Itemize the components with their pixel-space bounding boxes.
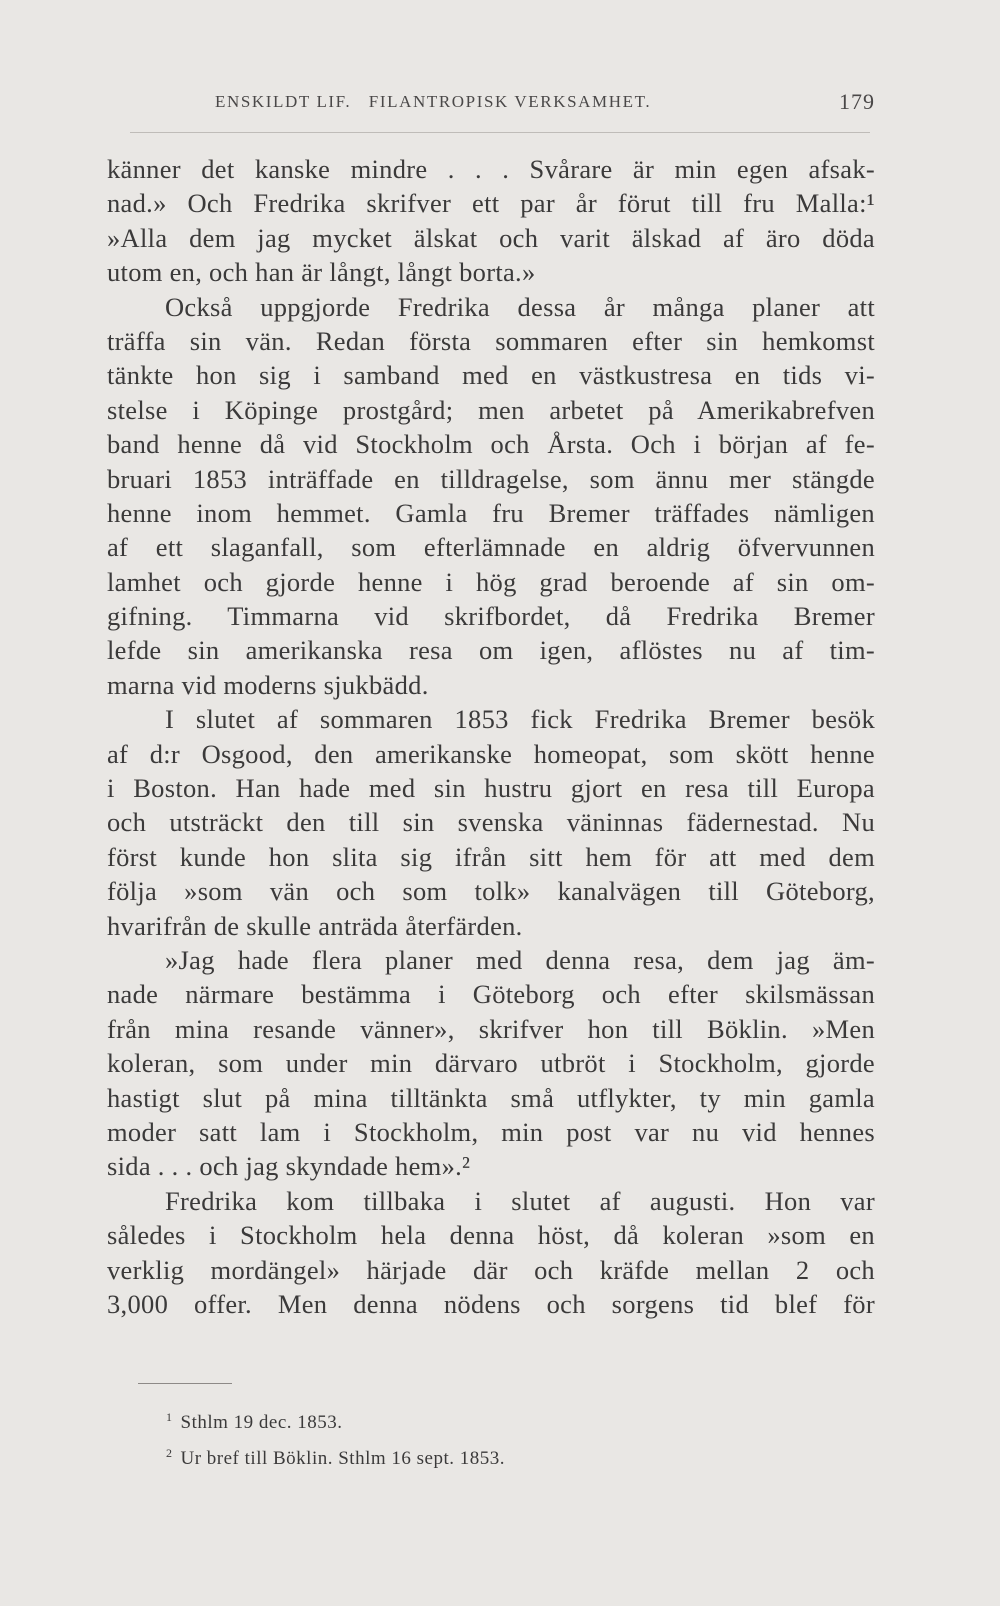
text-line: således i Stockholm hela denna höst, då koleran »som en	[107, 1220, 875, 1251]
footnote-text: Sthlm 19 dec. 1853.	[180, 1412, 343, 1433]
footnote	[166, 1438, 766, 1474]
footnotes	[166, 1402, 766, 1474]
text-line: i Boston. Han hade med sin hustru gjort en resa till Europa	[107, 773, 875, 804]
text-line: hvarifrån de skulle anträda återfärden.	[107, 910, 523, 941]
text-line: 3,000 offer. Men denna nödens och sorgens tid blef för	[107, 1288, 875, 1319]
text-line: af ett slaganfall, som efterlämnade en aldrig öfvervunnen	[107, 532, 875, 563]
text-line: känner det kanske mindre . . . Svårare är min egen afsak-	[107, 154, 875, 184]
text-line: bruari 1853 inträffade en tilldragelse, som ännu mer stängde	[107, 463, 875, 494]
text-line: och utsträckt den till sin svenska väninnas fädernestad. Nu	[107, 807, 875, 838]
text-line: utom en, och han är långt, långt borta.»	[107, 257, 536, 288]
text-line: »Alla dem jag mycket älskat och varit älskad af äro döda	[107, 222, 875, 253]
text-line: först kunde hon slita sig ifrån sitt hem för att med dem	[107, 841, 875, 872]
text-line: band henne då vid Stockholm och Årsta. Och i början af fe-	[107, 429, 875, 460]
text-line: moder satt lam i Stockholm, min post var nu vid hennes	[107, 1116, 875, 1147]
text-line: I slutet af sommaren 1853 fick Fredrika Bremer besök	[165, 704, 875, 735]
text-line: lefde sin amerikanska resa om igen, aflöstes nu af tim-	[107, 635, 875, 666]
footnote-rule	[138, 1383, 232, 1384]
text-line: verklig mordängel» härjade där och kräfde mellan 2 och	[107, 1254, 875, 1285]
text-line: hastigt slut på mina tilltänkta små utflykter, ty min gamla	[107, 1082, 875, 1113]
text-line: nade närmare bestämma i Göteborg och efter skilsmässan	[107, 979, 875, 1010]
text-line: lamhet och gjorde henne i hög grad beroende af sin om-	[107, 566, 875, 597]
footnote-text: Ur bref till Böklin. Sthlm 16 sept. 1853.	[180, 1448, 505, 1469]
page-number: 179	[839, 89, 875, 114]
text-line: Också uppgjorde Fredrika dessa år många planer att	[165, 291, 875, 322]
footnote	[166, 1402, 766, 1438]
text-line: från mina resande vänner», skrifver hon till Böklin. »Men	[107, 1013, 875, 1044]
running-title: ENSKILDT LIF. FILANTROPISK VERKSAMHET.	[215, 92, 652, 111]
footnote-mark: 1	[166, 1410, 173, 1424]
header-rule	[130, 132, 870, 133]
text-line: stelse i Köpinge prostgård; men arbetet på Amerikabrefven	[107, 394, 875, 425]
body-text	[107, 152, 875, 1321]
text-line: gifning. Timmarna vid skrifbordet, då Fredrika Bremer	[107, 601, 875, 632]
text-line: nad.» Och Fredrika skrifver ett par år förut till fru Malla:¹	[107, 188, 875, 219]
text-line: marna vid moderns sjukbädd.	[107, 669, 429, 700]
text-line: sida . . . och jag skyndade hem».²	[107, 1151, 471, 1182]
text-line: »Jag hade flera planer med denna resa, dem jag äm-	[165, 944, 875, 975]
text-line: Fredrika kom tillbaka i slutet af augusti. Hon var	[165, 1185, 875, 1216]
running-head	[215, 89, 875, 114]
text-line: tänkte hon sig i samband med en västkustresa en tids vi-	[107, 360, 875, 391]
text-line: följa »som vän och som tolk» kanalvägen till Göteborg,	[107, 876, 875, 907]
text-line: af d:r Osgood, den amerikanske homeopat, som skött henne	[107, 738, 875, 769]
text-line: träffa sin vän. Redan första sommaren efter sin hemkomst	[107, 325, 875, 356]
footnote-mark: 2	[166, 1446, 173, 1460]
text-line: henne inom hemmet. Gamla fru Bremer träffades nämligen	[107, 497, 875, 528]
text-line: koleran, som under min därvaro utbröt i Stockholm, gjorde	[107, 1048, 875, 1079]
